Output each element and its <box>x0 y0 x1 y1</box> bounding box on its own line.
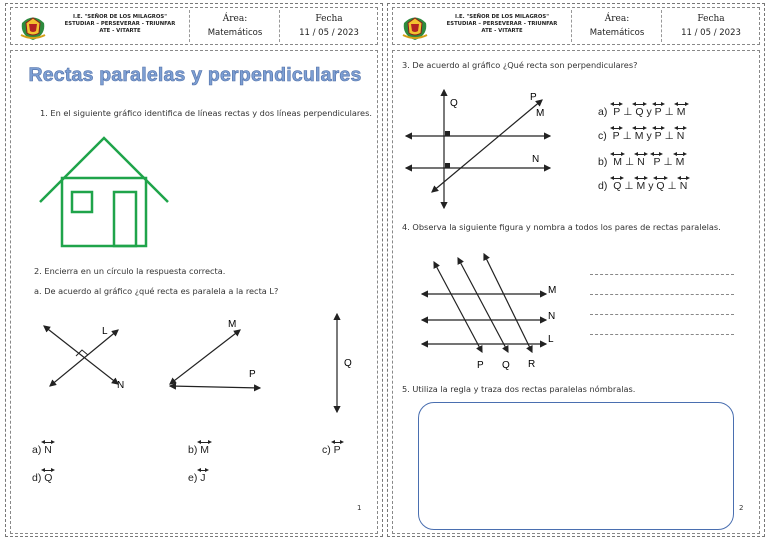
school-crest-icon <box>19 13 47 41</box>
school-name <box>53 14 187 35</box>
page-number: 2 <box>739 504 744 512</box>
line-q <box>458 258 508 352</box>
answer-line-4[interactable] <box>590 334 734 335</box>
label-p: P <box>249 369 256 380</box>
line-p <box>170 386 260 388</box>
label-q: Q <box>344 358 352 369</box>
label-l: L <box>548 334 554 345</box>
question-2a: a. De acuerdo al gráfico ¿qué recta es paralela a la recta L? <box>34 286 279 296</box>
school-line-2: ESTUDIAR – PERSEVERAR - TRIUNFAR <box>64 21 176 27</box>
answer-line-1[interactable] <box>590 274 734 275</box>
school-line-1: I.E. "SEÑOR DE LOS MILAGROS" <box>73 14 167 20</box>
page-title: Rectas paralelas y perpendiculares <box>28 64 362 86</box>
worksheet-page-1 <box>5 3 383 537</box>
date-label: Fecha <box>697 14 725 24</box>
label-m: M <box>548 285 557 296</box>
area-label: Área: <box>604 14 630 24</box>
date-value: 11 / 05 / 2023 <box>299 28 359 38</box>
label-m: M <box>228 319 237 330</box>
school-line-1: I.E. "SEÑOR DE LOS MILAGROS" <box>455 14 549 20</box>
line-p <box>434 262 482 352</box>
label-n: N <box>548 311 556 322</box>
school-name <box>435 14 569 35</box>
drawing-area[interactable] <box>418 402 734 530</box>
area-value: Matemáticos <box>589 28 645 38</box>
school-line-3: ATE - VITARTE <box>99 28 141 34</box>
house-figure <box>36 132 176 250</box>
question-2: 2. Encierra en un círculo la respuesta correcta. <box>34 266 226 276</box>
area-label: Área: <box>222 14 248 24</box>
question-3: 3. De acuerdo al gráfico ¿Qué recta son perpendiculares? <box>402 60 638 70</box>
label-r: R <box>528 359 536 370</box>
label-q: Q <box>450 98 458 109</box>
option-a[interactable]: a) N <box>32 442 52 456</box>
page-header <box>10 7 378 45</box>
q3-option-d[interactable]: d) Q ⊥ M y Q ⊥ N <box>598 178 687 192</box>
school-crest-icon <box>401 13 429 41</box>
option-e[interactable]: e) J <box>188 470 206 484</box>
date-label: Fecha <box>315 14 343 24</box>
parallel-lines-figure <box>418 248 568 374</box>
label-q: Q <box>502 360 510 371</box>
page-header <box>392 7 760 45</box>
q3-option-a[interactable]: a) P ⊥ Q y P ⊥ M <box>598 104 686 118</box>
perpendicular-figure <box>402 84 562 214</box>
label-n: N <box>532 154 540 165</box>
worksheet-page-2 <box>387 3 765 537</box>
option-c[interactable]: c) P <box>322 442 341 456</box>
question-5: 5. Utiliza la regla y traza dos rectas paralelas nómbralas. <box>402 384 636 394</box>
option-b[interactable]: b) M <box>188 442 209 456</box>
q3-option-c[interactable]: c) P ⊥ M y P ⊥ N <box>598 128 684 142</box>
answer-line-3[interactable] <box>590 314 734 315</box>
area-value: Matemáticos <box>207 28 263 38</box>
label-n: N <box>117 380 125 391</box>
page-number: 1 <box>357 504 362 512</box>
school-line-2: ESTUDIAR – PERSEVERAR - TRIUNFAR <box>446 21 558 27</box>
label-l: L <box>102 326 108 337</box>
school-line-3: ATE - VITARTE <box>481 28 523 34</box>
question-4: 4. Observa la siguiente figura y nombra a todos los pares de rectas paralelas. <box>402 222 721 232</box>
line-m <box>170 330 240 384</box>
q3-option-b[interactable]: b) M ⊥ N P ⊥ M <box>598 154 684 168</box>
option-d[interactable]: d) Q <box>32 470 52 484</box>
parallel-question-figure <box>6 304 384 424</box>
line-p <box>432 100 545 192</box>
question-1: 1. En el siguiente gráfico identifica de líneas rectas y dos líneas perpendiculares. <box>40 108 372 118</box>
line-r <box>484 254 532 352</box>
label-p: P <box>530 92 537 103</box>
label-p: P <box>477 360 484 371</box>
date-value: 11 / 05 / 2023 <box>681 28 741 38</box>
answer-line-2[interactable] <box>590 294 734 295</box>
label-m: M <box>536 108 545 119</box>
